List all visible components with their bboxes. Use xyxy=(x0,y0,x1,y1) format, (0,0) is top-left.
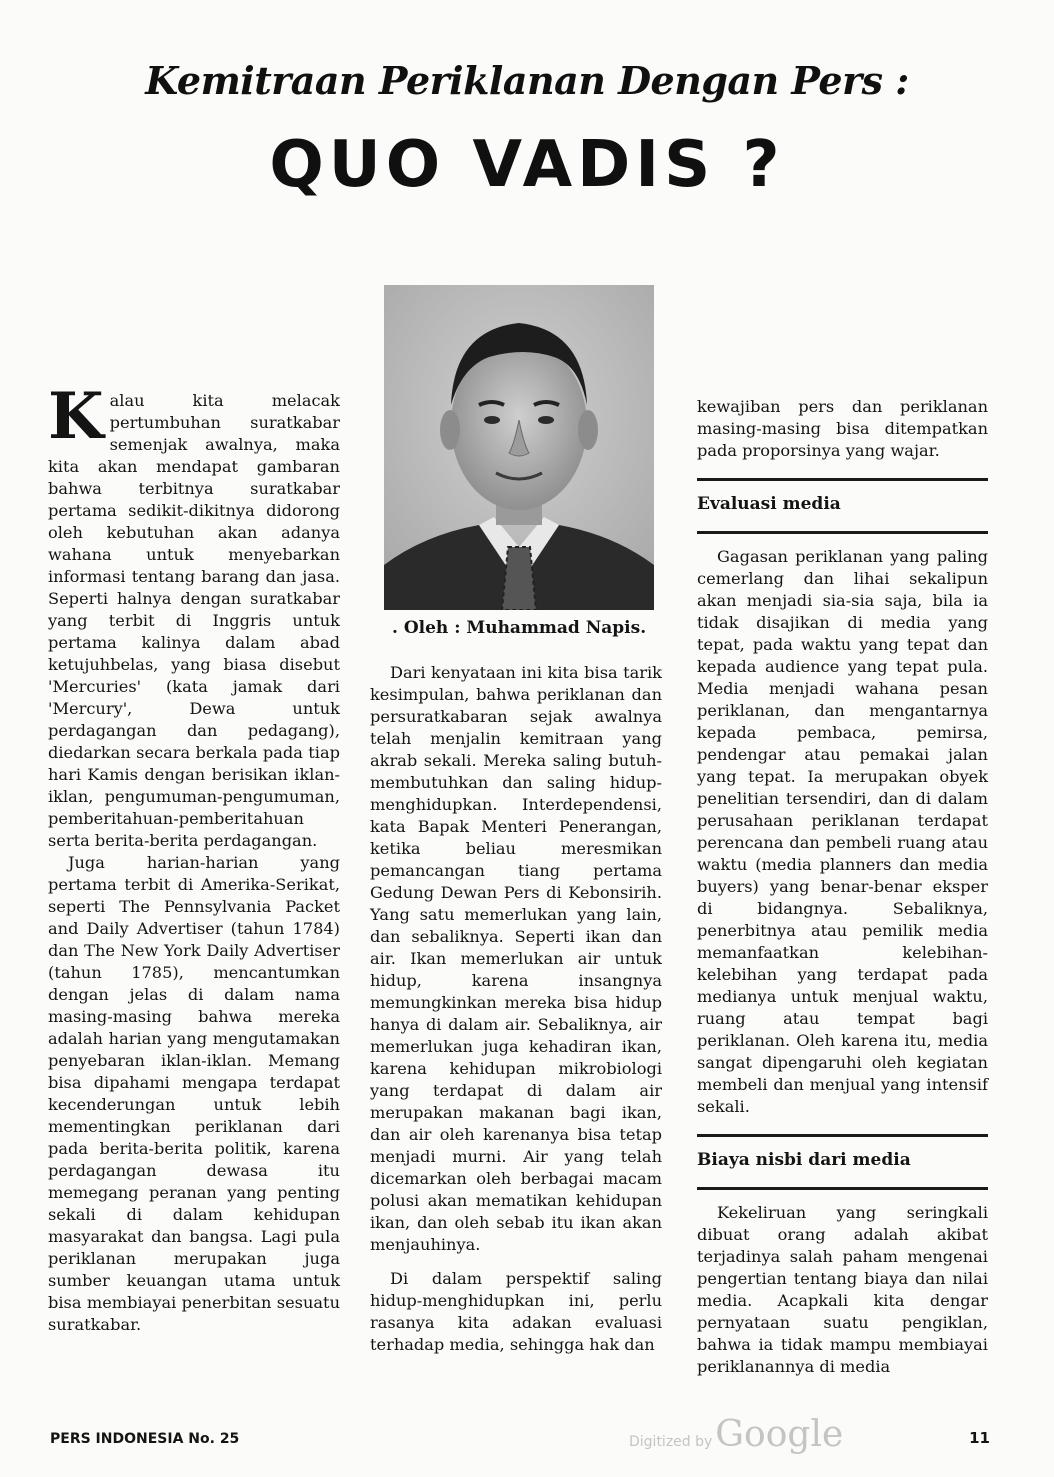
paragraph-text: alau kita melacak pertumbuhan suratkabar semenjak awalnya, maka kita akan mendapat gambaran bahwa terbitnya suratkabar pertama sedikit-dikitnya didorong oleh kebutuhan akan adanya wahana untuk menyebarkan informasi tentang barang dan jasa. Seperti halnya dengan suratkabar yang terbit di Inggris untuk pertama kalinya dalam abad ketujuhbelas, yang biasa disebut 'Mercuries' (kata jamak dari 'Mercury', Dewa untuk perdagangan dan pedagang), diedarkan secara berkala pada tiap hari Kamis dengan berisikan iklan-iklan, pengumuman-pengumuman, pemberitahuan-pemberitahuan serta berita-berita perdagangan. xyxy=(48,391,340,850)
publication-name: PERS INDONESIA No. 25 xyxy=(50,1431,240,1447)
page-number: 11 xyxy=(969,1429,990,1447)
paragraph: Di dalam perspektif saling hidup-menghidupkan ini, perlu rasanya kita adakan evaluasi terhadap media, sehingga hak dan xyxy=(370,1269,662,1354)
paragraph xyxy=(48,379,340,852)
digitized-watermark xyxy=(629,1414,843,1455)
section-divider xyxy=(697,531,988,534)
section-divider xyxy=(697,478,988,481)
section-divider xyxy=(697,1134,988,1137)
article-title: Kemitraan Periklanan Dengan Pers : xyxy=(145,58,909,103)
paragraph: Gagasan periklanan yang paling cemerlang dan lihai sekalipun akan menjadi sia-sia saja, bila ia tidak disajikan di media yang tepat, pada waktu yang tepat dan kepada audience yang tepat pula. Media menjadi wahana pesan periklanan, dan mengantarnya kepada pembaca, pemirsa, pendengar atau pemakai jalan yang tepat. Ia merupakan obyek penelitian tersendiri, dan di dalam perusahaan periklanan terdapat perencana dan pembeli ruang atau waktu (media planners dan media buyers) yang benar-benar eksper di bidangnya. Sebaliknya, penerbitnya atau pemilik media memanfaatkan kelebihan-kelebihan yang terdapat pada medianya untuk menjual waktu, ruang atau tempat bagi periklanan. Oleh karena itu, media sangat dipengaruhi oleh kegiatan membeli dan menjual yang intensif sekali. xyxy=(697,547,988,1116)
portrait-image xyxy=(384,285,654,610)
drop-cap: K xyxy=(48,379,104,454)
paragraph: kewajiban pers dan periklanan masing-masing bisa ditempatkan pada proporsinya yang wajar. xyxy=(697,397,988,460)
section-divider xyxy=(697,1187,988,1190)
digitized-by-text: Digitized by xyxy=(629,1434,713,1450)
paragraph: Dari kenyataan ini kita bisa tarik kesimpulan, bahwa periklanan dan persuratkabaran sejak awalnya telah menjalin kemitraan yang akrab sekali. Mereka saling butuh-membutuhkan dan saling hidup-menghidupkan. Interdependensi, kata Bapak Menteri Penerangan, ketika beliau meresmikan pemancangan tiang pertama Gedung Dewan Pers di Kebonsirih. Yang satu memerlukan yang lain, dan sebaliknya. Seperti ikan dan air. Ikan memerlukan air untuk hidup, karena insangnya memungkinkan mereka bisa hidup hanya di dalam air. Sebaliknya, air memerlukan juga kehadiran ikan, karena kehidupan mikrobiologi yang terdapat di dalam air merupakan makanan bagi ikan, dan air oleh karenanya bisa tetap menjadi murni. Air yang telah dicemarkan oleh berbagai macam polusi akan mematikan kehidupan ikan, dan oleh sebab itu ikan akan menjauhinya. xyxy=(370,663,662,1254)
section-heading: Biaya nisbi dari media xyxy=(697,1150,911,1170)
author-photo xyxy=(384,285,654,610)
section-heading: Evaluasi media xyxy=(697,494,841,514)
paragraph: Juga harian-harian yang pertama terbit di Amerika-Serikat, seperti The Pennsylvania Packet and Daily Advertiser (tahun 1784) dan The New York Daily Advertiser (tahun 1785), mencantumkan dengan jelas di dalam nama masing-masing bahwa mereka adalah harian yang mengutamakan penyebaran iklan-iklan. Memang bisa dipahami mengapa terdapat kecenderungan untuk lebih mementingkan periklanan dari pada berita-berita politik, karena perdagangan dewasa itu memegang peranan yang penting sekali di dalam kehidupan masyarakat dan bangsa. Lagi pula periklanan merupakan juga sumber keuangan utama untuk bisa membiayai penerbitan sesuatu suratkabar. xyxy=(48,853,340,1334)
author-caption: . Oleh : Muhammad Napis. xyxy=(392,618,647,638)
column-1 xyxy=(48,379,340,1336)
google-logo: Google xyxy=(715,1414,844,1455)
paragraph: Kekeliruan yang seringkali dibuat orang adalah akibat terjadinya salah paham mengenai pengertian tentang biaya dan nilai media. Acapkali kita dengar pernyataan suatu pengiklan, bahwa ia tidak mampu membiayai periklanannya di media xyxy=(697,1203,988,1376)
column-2 xyxy=(370,662,662,1356)
article-subtitle: QUO VADIS ? xyxy=(269,128,785,202)
column-3 xyxy=(697,396,988,1378)
